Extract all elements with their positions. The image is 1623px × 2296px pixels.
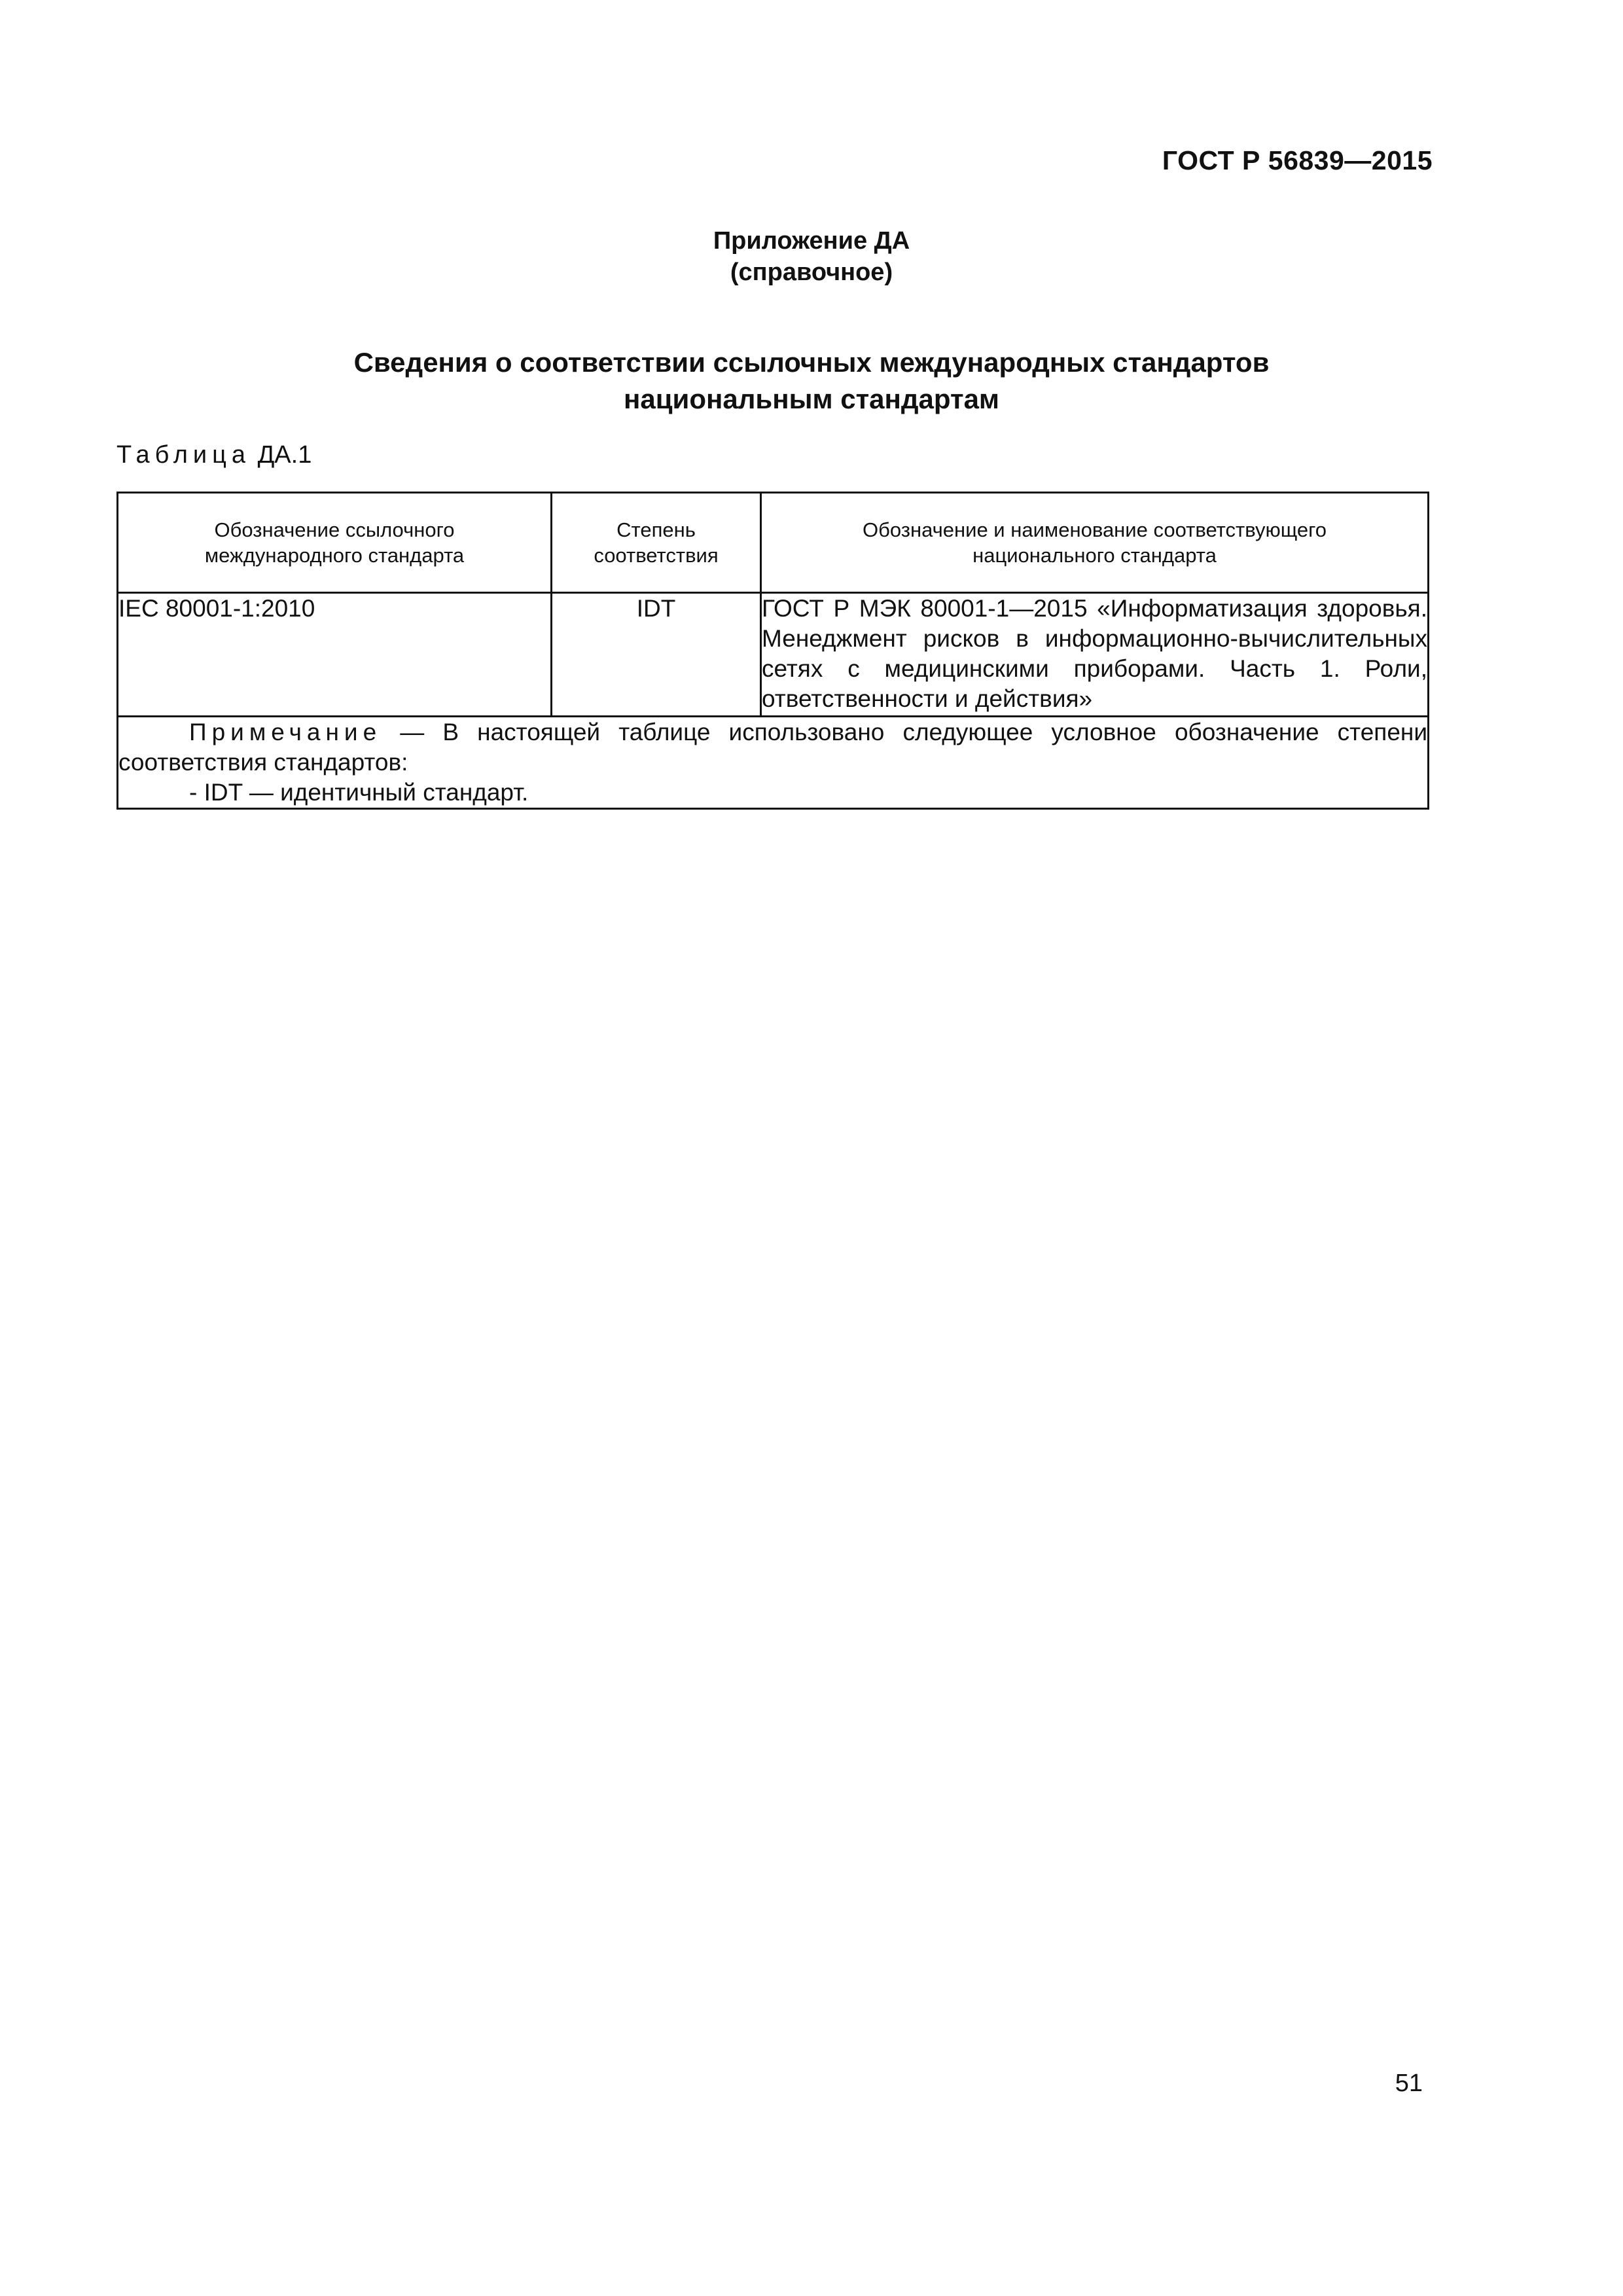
note-text-line xyxy=(118,717,1427,778)
table-caption-number: ДА.1 xyxy=(257,441,312,469)
section-title xyxy=(0,344,1623,418)
header-col2-line2: соответствия xyxy=(594,544,719,567)
header-col3-line2: национального стандарта xyxy=(972,544,1217,567)
table-caption xyxy=(116,441,312,469)
appendix-heading xyxy=(0,225,1623,288)
table-note-row xyxy=(118,717,1429,809)
cell-national-standard: ГОСТ Р МЭК 80001-1—2015 «Информатизация здоровья. Менеджмент рисков в информационно-вычислительных сетях с медицинскими приборами. Часть 1. Роли, ответственности и действия» xyxy=(761,593,1429,717)
header-international-standard xyxy=(118,493,552,593)
note-item: - IDT — идентичный стандарт. xyxy=(189,779,529,806)
section-title-line-1: Сведения о соответствии ссылочных международных стандартов xyxy=(353,347,1270,378)
cell-international-standard: IEC 80001-1:2010 xyxy=(118,593,552,717)
appendix-label: Приложение ДА xyxy=(713,227,910,255)
note-text: — В настоящей таблице использовано следующее условное обозначение степени соответствия стандартов: xyxy=(118,719,1427,776)
table-caption-prefix: Таблица xyxy=(116,441,251,469)
document-code: ГОСТ Р 56839—2015 xyxy=(1162,145,1433,175)
header-col3-line1: Обозначение и наименование соответствующего xyxy=(862,518,1327,541)
correspondence-table xyxy=(116,492,1429,810)
header-national-standard xyxy=(761,493,1429,593)
header-col1-line1: Обозначение ссылочного xyxy=(214,518,455,541)
page-number: 51 xyxy=(1395,2070,1423,2097)
section-title-line-2: национальным стандартам xyxy=(624,384,999,414)
table-row xyxy=(118,593,1429,717)
cell-degree: IDT xyxy=(552,593,761,717)
header-col2-line1: Степень xyxy=(616,518,696,541)
note-label: Примечание xyxy=(189,719,382,745)
header-degree xyxy=(552,493,761,593)
header-col1-line2: международного стандарта xyxy=(204,544,465,567)
appendix-kind: (справочное) xyxy=(730,259,893,286)
table-header-row xyxy=(118,493,1429,593)
table-note xyxy=(118,717,1429,809)
